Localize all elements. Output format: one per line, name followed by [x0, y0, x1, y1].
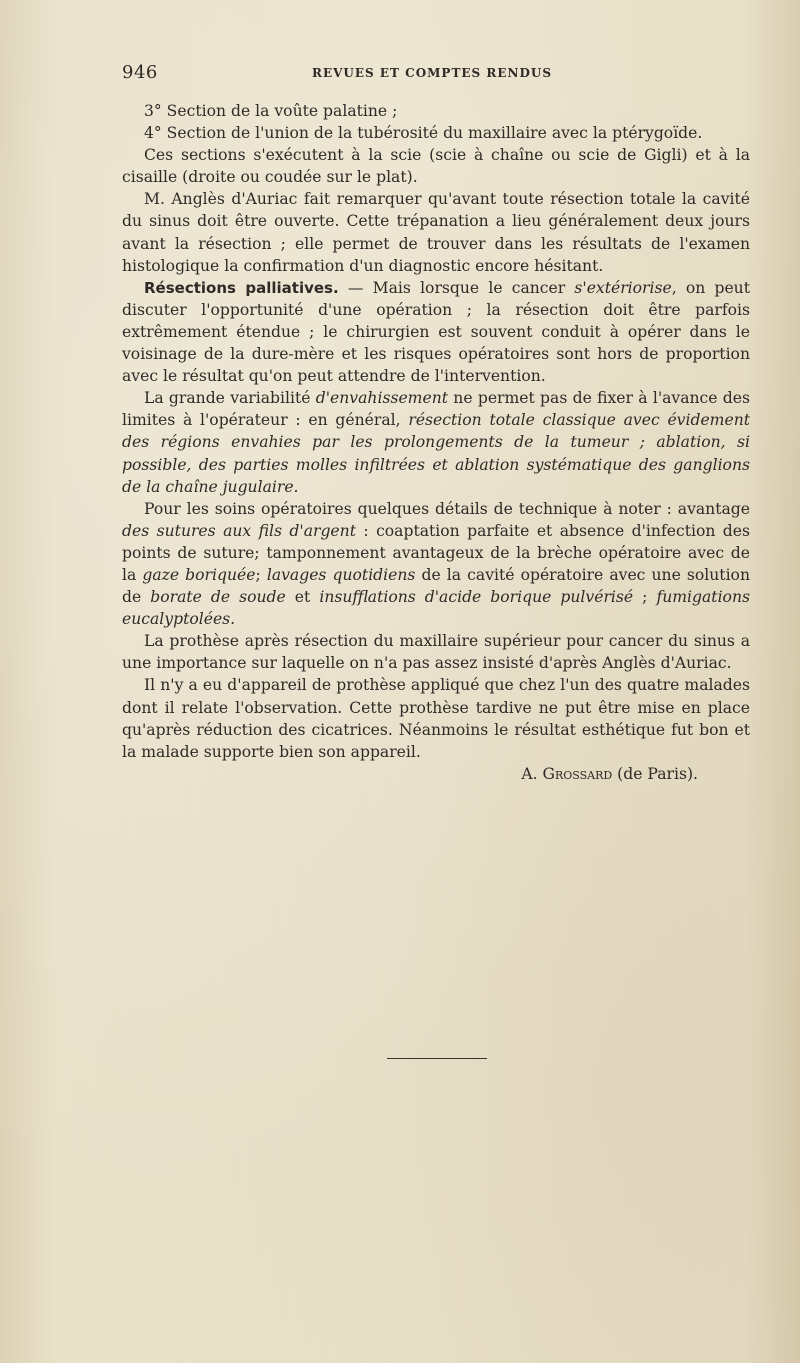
paragraph-trepanation: M. Anglès d'Auriac fait remarquer qu'avant toute résection totale la cavité du sinus doit être ouverte. Cette trépanation a lieu généralement deux jours avant la résection ; elle permet de trouver dans les résultats de l'examen histologique la confirmation d'un diagnostic encore hésitant.: [122, 190, 750, 275]
italic-run: fumigations eucalyptolées.: [122, 588, 750, 629]
italic-run: borate de soude: [150, 588, 286, 607]
article-body: [122, 100, 750, 785]
paragraph-palliative: [122, 277, 750, 387]
paragraph-observation: Il n'y a eu d'appareil de prothèse appliqué que chez l'un des quatre malades dont il relate l'observation. Cette prothèse tardive ne put être mise en place qu'après réduction des cicatrices. Néanmoins le résultat esthétique fut bon et la malade supporte bien son appareil.: [122, 676, 750, 761]
author-name: Grossard: [542, 764, 613, 783]
end-rule: [387, 1058, 487, 1059]
text-run: ;: [633, 588, 657, 607]
paragraph-prosthesis: La prothèse après résection du maxillaire supérieur pour cancer du sinus a une importance sur laquelle on n'a pas assez insisté d'après Anglès d'Auriac.: [122, 632, 750, 673]
paragraph-variability: [122, 387, 750, 497]
paragraph-item-4: 4° Section de l'union de la tubérosité du maxillaire avec la ptérygoïde.: [144, 124, 703, 143]
italic-run: s'extériorise: [574, 278, 672, 297]
running-head: REVUES ET COMPTES RENDUS: [312, 66, 552, 80]
author-signature: [122, 763, 750, 785]
paragraph-care: [122, 498, 750, 631]
text-run: Pour les soins opératoires quelques détails de technique à noter : avantage: [144, 499, 750, 518]
text-run: — Mais lorsque le cancer: [338, 278, 575, 297]
italic-run: gaze boriquée: [142, 565, 256, 584]
text-run: ;: [255, 565, 267, 584]
italic-run: d'envahissement: [315, 389, 449, 408]
italic-run: des sutures aux fils d'argent: [122, 521, 356, 540]
author-place: (de Paris).: [617, 764, 698, 783]
italic-run: résection totale classique avec évidement des régions envahies par les prolongements de la tumeur ; ablation, si possible, des parties molles infiltrées et ablation systématique des ganglions de la chaîne jugulaire.: [122, 411, 751, 496]
author-initial: A.: [521, 764, 538, 783]
text-run: La grande variabilité: [144, 389, 316, 408]
page-number: 946: [122, 62, 158, 83]
text-run: , on peut discuter l'opportunité d'une opération ; la résection doit être parfois extrêmement étendue ; le chirurgien est souvent conduit à opérer dans le voisinage de la dure-mère et les risques opératoires sont hors de proportion avec le résultat qu'on peut attendre de l'intervention.: [122, 278, 750, 386]
italic-run: lavages quotidiens: [266, 565, 416, 584]
text-run: : coaptation parfaite et absence d'infection des points de suture; tamponnement avantageux de la brèche opératoire avec de la: [122, 521, 750, 584]
text-run: et: [285, 588, 320, 607]
page-header: [122, 62, 762, 88]
paragraph-sections: Ces sections s'exécutent à la scie (scie à chaîne ou scie de Gigli) et à la cisaille (droite ou coudée sur le plat).: [122, 146, 750, 187]
text-run: ne permet pas de fixer à l'avance des limites à l'opérateur : en général,: [122, 389, 751, 430]
section-heading: Résections palliatives.: [144, 278, 339, 297]
text-run: de la cavité opératoire avec une solution de: [122, 565, 750, 607]
italic-run: insufflations d'acide borique pulvérisé: [319, 588, 634, 607]
paragraph-item-3: 3° Section de la voûte palatine ;: [144, 102, 398, 120]
